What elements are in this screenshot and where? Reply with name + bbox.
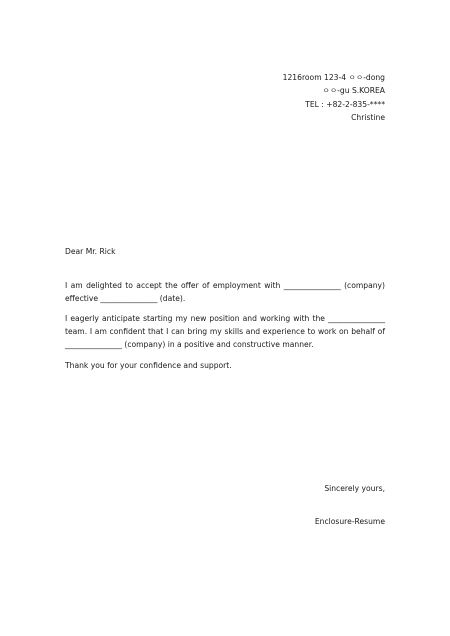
salutation: Dear Mr. Rick — [65, 247, 116, 256]
body-paragraph-3: Thank you for your confidence and support. — [65, 361, 232, 370]
body-paragraph-2: I eagerly anticipate starting my new position and working with the _______________ team. I am confident that I can bring my skills and experience to work on behalf of _______________ (company) in a positive and constructive manner. — [65, 314, 385, 350]
body-paragraph-1: I am delighted to accept the offer of employment with _______________ (company) effective _______________ (date). — [65, 281, 385, 304]
sender-address-block — [283, 71, 385, 125]
sender-name: Christine — [351, 113, 385, 123]
address-line-2: ㅇㅇ-gu S.KOREA — [322, 86, 385, 96]
closing: Sincerely yours, — [324, 484, 385, 493]
phone-line: TEL : +82-2-835-**** — [305, 99, 385, 109]
address-line-1: 1216room 123-4 ㅇㅇ-dong — [282, 73, 385, 82]
enclosure-note: Enclosure-Resume — [314, 517, 385, 526]
